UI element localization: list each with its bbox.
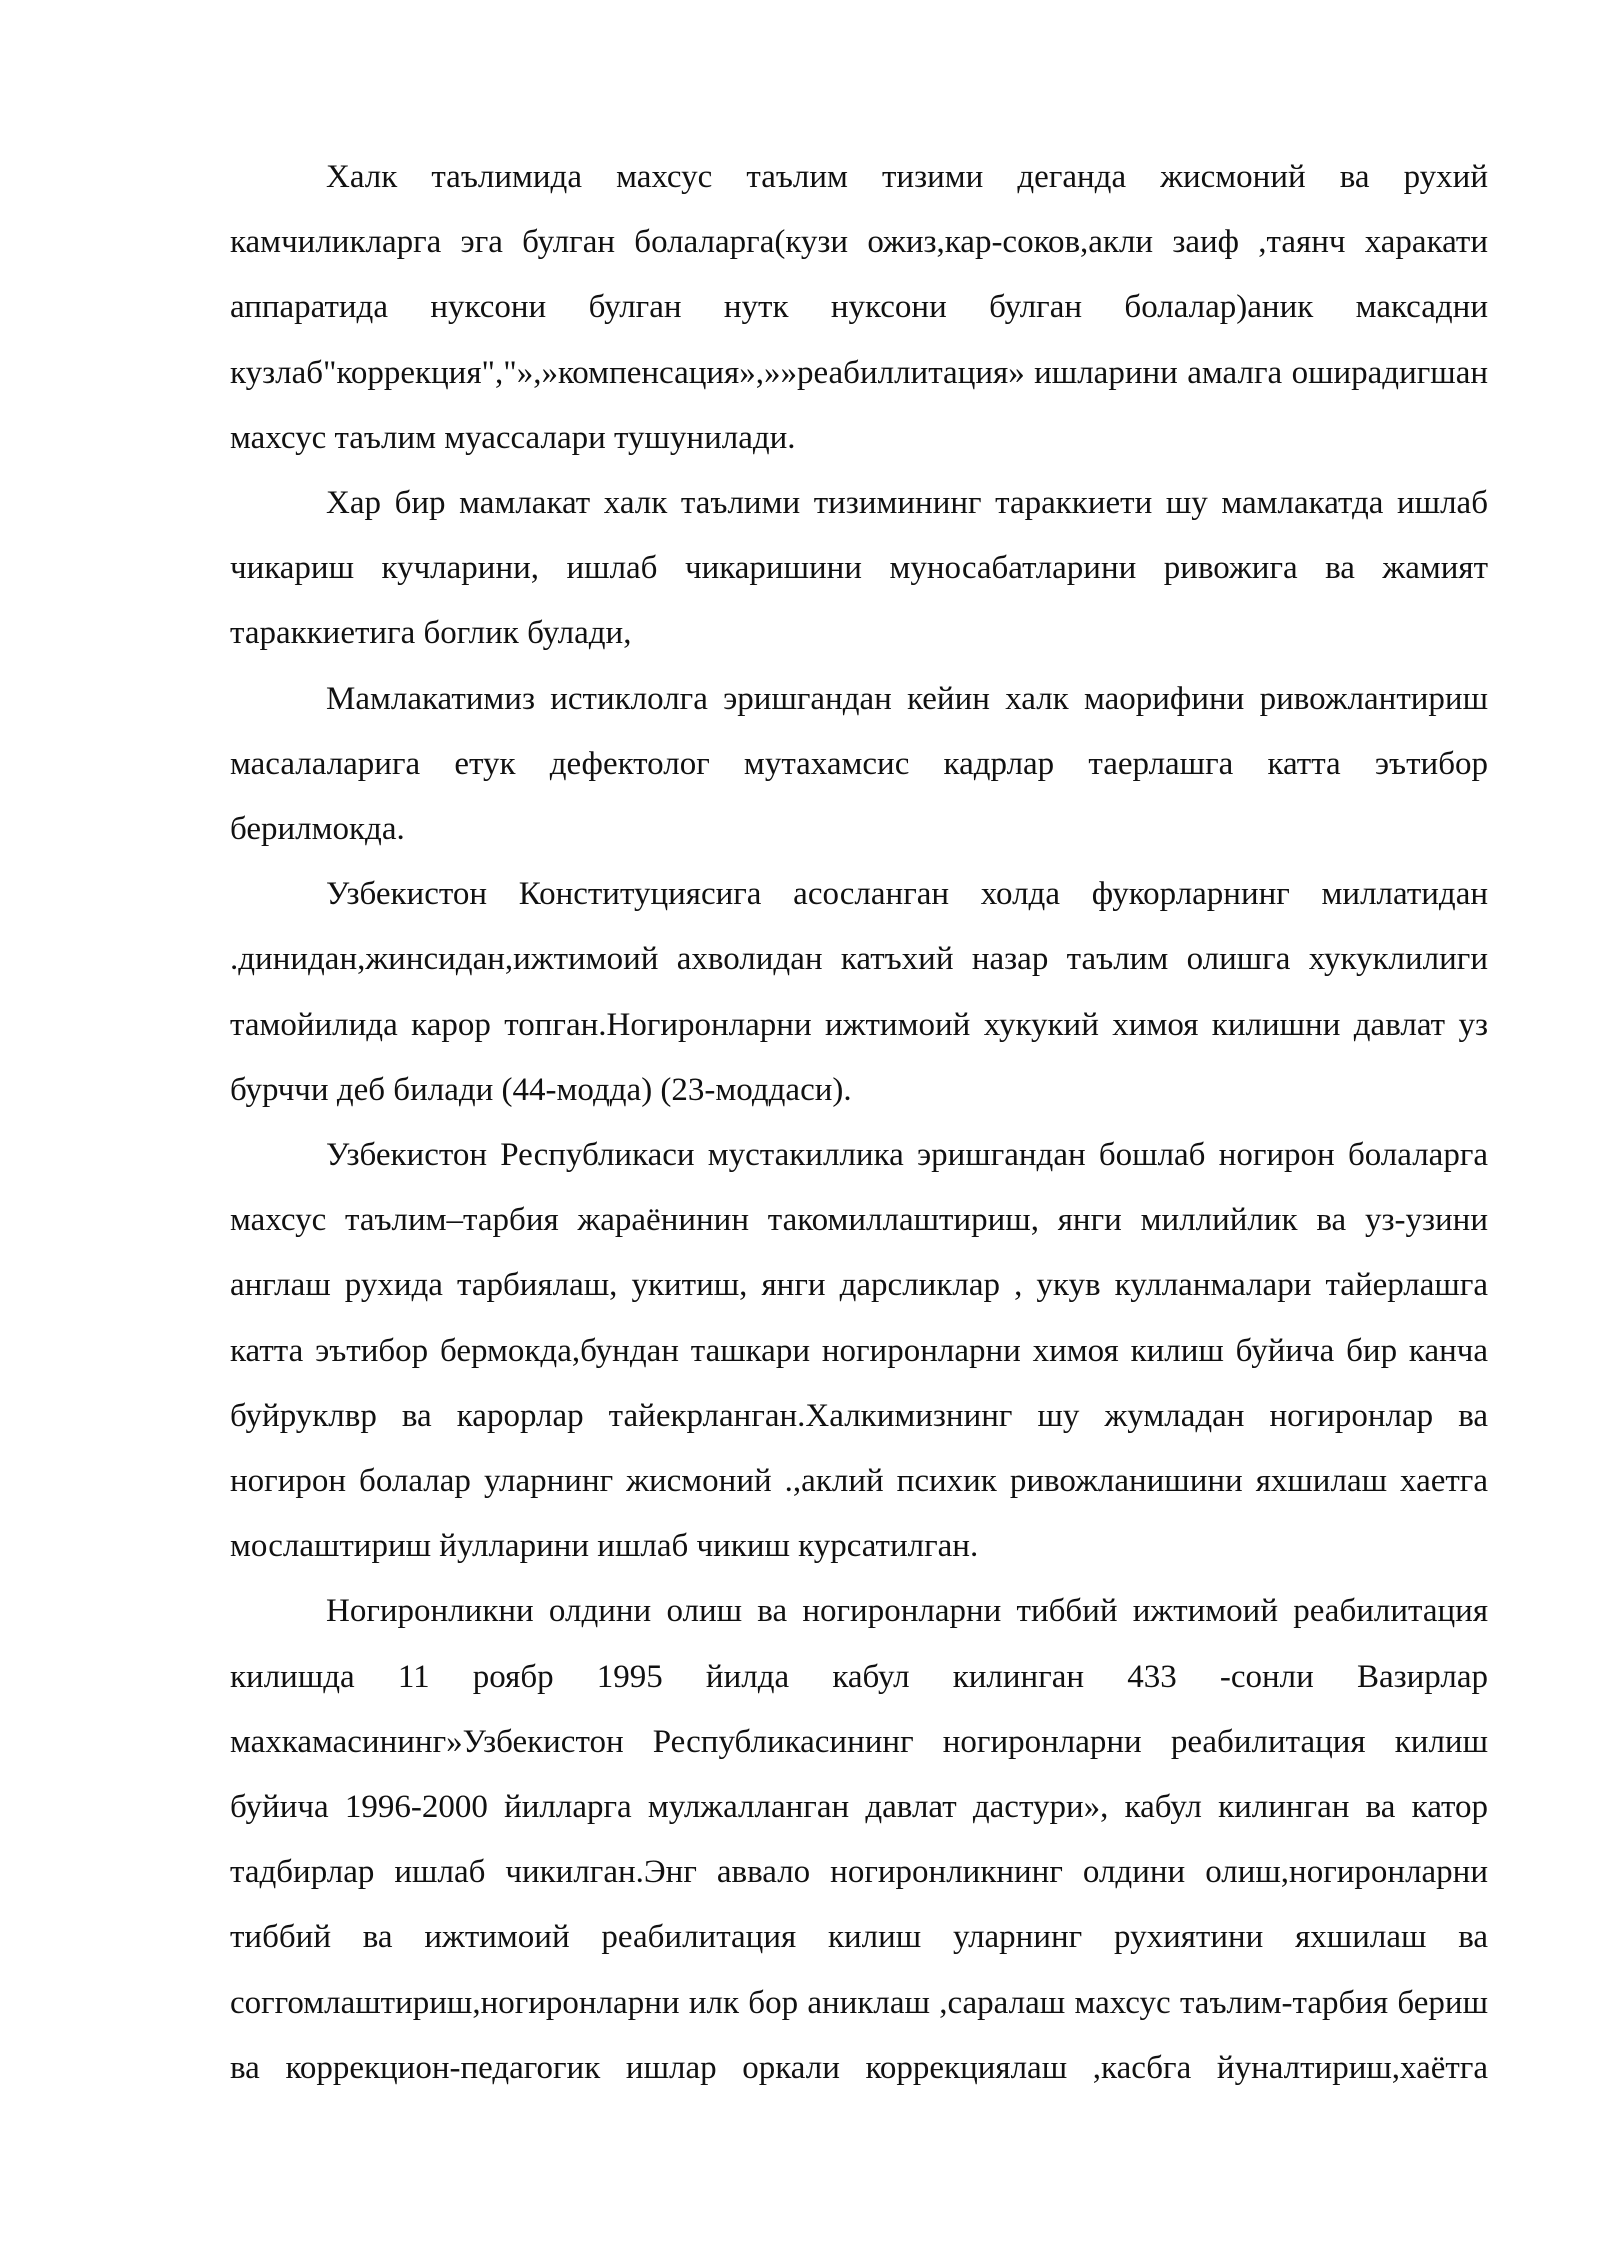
paragraph-constitution-rights: Узбекистон Конституциясига асосланган холда фукорларнинг миллатидан .динидан,жинсидан,ижтимоий ахволидан катъхий назар таълим олишга хукуклилиги тамойилида карор топган.Ногиронларни ижтимоий хукукий химоя килишни давлат уз бурччи деб билади (44-модда) (23-моддаси).: [230, 876, 1488, 1108]
document-page: [230, 145, 1488, 2101]
paragraph-republic-disabled-children: Узбекистон Республикаси мустакиллика эришгандан бошлаб ногирон болаларга махсус таълим–тарбия жараёнинин такомиллаштириш, янги миллийлик ва уз-узини англаш рухида тарбиялаш, укитиш, янги дарсликлар , укув кулланмалари тайерлашга катта эътибор бермокда,бундан ташкари ногиронларни химоя килиш буйича бир канча буйруклвр ва карорлар тайекрланган.Халкимизнинг шу жумладан ногиронлар ва ногирон болалар уларнинг жисмоний .,аклий психик ривожланишини яхшилаш хаетга мослаштириш йулларини ишлаб чикиш курсатилган.: [230, 1137, 1488, 1565]
paragraph-special-education-definition: Халк таълимида махсус таълим тизими деганда жисмоний ва рухий камчиликларга эга булган болаларга(кузи ожиз,кар-соков,акли заиф ,таянч харакати аппаратида нуксони булган нутк нуксони булган болалар)аник максадни кузлаб"коррекция","»,»компенсация»,»»реабиллитация» ишларини амалга оширадигшан махсус таълим муассалари тушунилади.: [230, 159, 1488, 456]
paragraph-rehabilitation-program: Ногиронликни олдини олиш ва ногиронларни тиббий ижтимоий реабилитация килишда 11 роябр 1995 йилда кабул килинган 433 -сонли Вазирлар махкамасининг»Узбекистон Республикасининг ногиронларни реабилитация килиш буйича 1996-2000 йилларга мулжалланган давлат дастури», кабул килинган ва катор тадбирлар ишлаб чикилган.Энг аввало ногиронликнинг олдини олиш,ногиронларни тиббий ва ижтимоий реабилитация килиш уларнинг рухиятини яхшилаш ва соггомлаштириш,ногиронларни илк бор аниклаш ,саралаш махсус таълим-тарбия бериш ва коррекцион-педагогик ишлар оркали коррекциялаш ,касбга йуналтириш,хаётга: [230, 1593, 1488, 2086]
paragraph-national-education-development: Хар бир мамлакат халк таълими тизимининг тараккиети шу мамлакатда ишлаб чикариш кучларини, ишлаб чикаришини муносабатларини ривожига ва жамият тараккиетига боглик булади,: [230, 485, 1488, 652]
paragraph-independence-defectologists: Мамлакатимиз истиклолга эришгандан кейин халк маорифини ривожлантириш масалаларига етук дефектолог мутахамсис кадрлар таерлашга катта эътибор берилмокда.: [230, 680, 1488, 848]
